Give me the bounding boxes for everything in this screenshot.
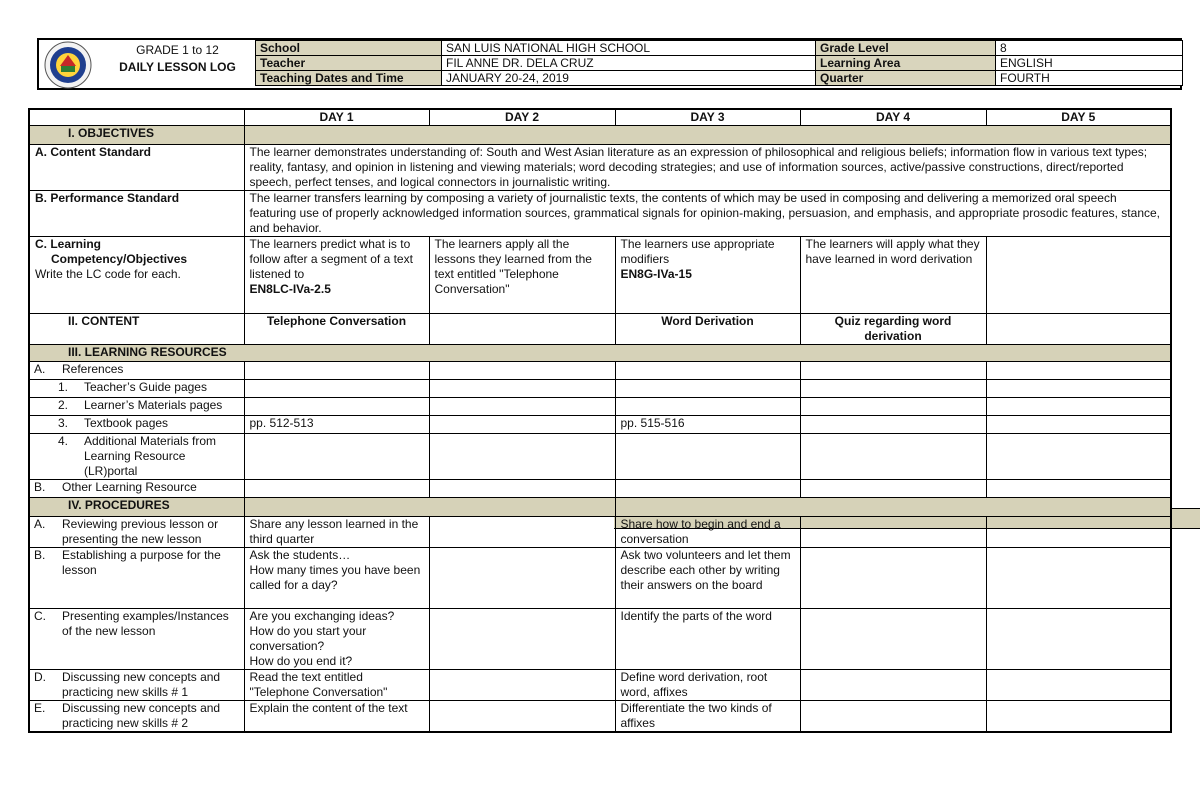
other-resource-label xyxy=(29,480,244,498)
procedure-cell xyxy=(800,670,986,701)
resource-cell xyxy=(244,434,429,480)
content-row xyxy=(29,314,1171,345)
teacher-value: FIL ANNE DR. DELA CRUZ xyxy=(442,56,816,71)
day-header: DAY 3 xyxy=(615,109,800,126)
header-info-table xyxy=(255,40,1183,86)
procedures-heading-row xyxy=(29,498,1171,517)
resource-row xyxy=(29,434,1171,480)
resource-cell xyxy=(615,380,800,398)
resource-cell xyxy=(800,362,986,380)
day-header: DAY 2 xyxy=(429,109,615,126)
procedure-cell xyxy=(986,609,1171,670)
procedure-cell: Explain the content of the text xyxy=(244,701,429,733)
procedure-label xyxy=(29,609,244,670)
procedure-cell xyxy=(986,670,1171,701)
resource-cell xyxy=(244,480,429,498)
procedure-text: Establishing a purpose for the lesson xyxy=(62,548,221,577)
competency-label-line: C. Learning xyxy=(35,237,102,251)
references-row xyxy=(29,362,1171,380)
resource-cell xyxy=(615,480,800,498)
content-day: Word Derivation xyxy=(615,314,800,345)
procedure-cell: Identify the parts of the word xyxy=(615,609,800,670)
learning-area-label: Learning Area xyxy=(816,56,996,71)
competency-label-line: Competency/Objectives xyxy=(51,252,188,266)
procedure-row xyxy=(29,517,1171,548)
other-resource-row xyxy=(29,480,1171,498)
references-label xyxy=(29,362,244,380)
resource-cell xyxy=(800,380,986,398)
procedure-text: Presenting examples/Instances of the new lesson xyxy=(62,609,229,638)
competency-label xyxy=(29,237,244,314)
resource-label xyxy=(29,434,244,480)
resource-cell xyxy=(986,362,1171,380)
procedure-cell xyxy=(429,670,615,701)
resource-label xyxy=(29,398,244,416)
grade-range: GRADE 1 to 12 xyxy=(136,43,219,57)
resource-cell xyxy=(800,416,986,434)
content-day: Telephone Conversation xyxy=(244,314,429,345)
grade-level-value: 8 xyxy=(996,41,1183,56)
competency-text: The learners predict what is to follow after a segment of a text listened to xyxy=(249,237,413,281)
resource-cell xyxy=(429,362,615,380)
references-number: A. xyxy=(34,362,46,376)
content-standard-row xyxy=(29,145,1171,191)
resource-cell xyxy=(429,480,615,498)
resource-cell xyxy=(800,434,986,480)
competency-cell xyxy=(429,237,615,314)
resource-cell xyxy=(986,480,1171,498)
competency-cell xyxy=(986,237,1171,314)
procedure-row xyxy=(29,548,1171,609)
content-day xyxy=(986,314,1171,345)
section-fill xyxy=(244,126,1171,145)
competency-text: The learners use appropriate modifiers xyxy=(620,237,775,266)
content-standard-label: A. Content Standard xyxy=(29,145,244,191)
resource-cell xyxy=(800,480,986,498)
procedure-letter: E. xyxy=(34,701,46,715)
content-day: Quiz regarding word derivation xyxy=(800,314,986,345)
resource-text: Teacher’s Guide pages xyxy=(84,380,207,394)
procedure-cell xyxy=(986,517,1171,548)
competency-text: The learners apply all the lessons they learned from the text entitled "Telephone Conversation" xyxy=(434,237,592,296)
objectives-heading-row xyxy=(29,126,1171,145)
resource-number: 2. xyxy=(58,398,69,412)
day-header-blank xyxy=(29,109,244,126)
resource-cell xyxy=(800,398,986,416)
procedure-cell xyxy=(800,517,986,548)
content-heading: II. CONTENT xyxy=(29,314,244,345)
school-value: SAN LUIS NATIONAL HIGH SCHOOL xyxy=(442,41,816,56)
procedure-letter: B. xyxy=(34,548,46,562)
resource-row xyxy=(29,416,1171,434)
procedure-cell: Define word derivation, root word, affixes xyxy=(615,670,800,701)
competency-code: EN8LC-IVa-2.5 xyxy=(249,282,331,296)
competency-cell xyxy=(615,237,800,314)
resources-heading: III. LEARNING RESOURCES xyxy=(29,345,1171,362)
procedure-cell xyxy=(429,609,615,670)
resource-number: 3. xyxy=(58,416,69,430)
procedure-text: Discussing new concepts and practicing new skills # 1 xyxy=(62,670,221,699)
procedure-text: Discussing new concepts and practicing new skills # 2 xyxy=(62,701,221,730)
procedure-letter: A. xyxy=(34,517,46,531)
competency-cell xyxy=(800,237,986,314)
procedures-heading: IV. PROCEDURES xyxy=(29,498,244,517)
resource-cell xyxy=(429,398,615,416)
deped-seal-logo xyxy=(39,40,97,90)
resource-cell xyxy=(244,398,429,416)
section-fill xyxy=(244,498,615,517)
procedure-label xyxy=(29,670,244,701)
resource-row xyxy=(29,398,1171,416)
references-text: References xyxy=(62,362,124,376)
day-header: DAY 5 xyxy=(986,109,1171,126)
procedure-cell: Differentiate the two kinds of affixes xyxy=(615,701,800,733)
teaching-dates-label: Teaching Dates and Time xyxy=(256,71,442,86)
procedure-label xyxy=(29,548,244,609)
grade-level-label: Grade Level xyxy=(816,41,996,56)
performance-standard-text: The learner transfers learning by composing a variety of journalistic texts, the contents of which may be used in composing and delivering a memorized oral speech featuring use of properly acknowledged information sources, grammatical signals for opinion-making, persuasion, and emphasis, and appropriate prosodic features, stance, and behavior. xyxy=(244,191,1171,237)
procedure-letter: C. xyxy=(34,609,46,623)
resource-cell xyxy=(244,362,429,380)
quarter-label: Quarter xyxy=(816,71,996,86)
teaching-dates-value: JANUARY 20-24, 2019 xyxy=(442,71,816,86)
procedure-cell xyxy=(429,701,615,733)
other-resource-number: B. xyxy=(34,480,46,494)
day-header: DAY 1 xyxy=(244,109,429,126)
resource-cell xyxy=(986,398,1171,416)
resource-text: Textbook pages xyxy=(84,416,169,430)
log-title: DAILY LESSON LOG xyxy=(119,60,236,74)
competency-text: The learners will apply what they have learned in word derivation xyxy=(805,237,980,266)
procedure-cell: Ask the students… How many times you have been called for a day? xyxy=(244,548,429,609)
competency-label-note: Write the LC code for each. xyxy=(35,267,181,281)
procedure-label xyxy=(29,517,244,548)
procedure-text: Reviewing previous lesson or presenting the new lesson xyxy=(62,517,219,546)
quarter-value: FOURTH xyxy=(996,71,1183,86)
procedure-cell xyxy=(800,548,986,609)
procedure-row xyxy=(29,701,1171,733)
grade-title-box xyxy=(100,40,255,90)
other-resource-text: Other Learning Resource xyxy=(62,480,197,494)
resource-number: 1. xyxy=(58,380,69,394)
resource-cell xyxy=(986,380,1171,398)
procedure-row xyxy=(29,609,1171,670)
resource-cell xyxy=(986,434,1171,480)
lesson-log-table xyxy=(28,108,1172,733)
procedure-row xyxy=(29,670,1171,701)
school-label: School xyxy=(256,41,442,56)
resource-cell xyxy=(615,434,800,480)
resource-cell xyxy=(244,380,429,398)
performance-standard-label: B. Performance Standard xyxy=(29,191,244,237)
procedure-cell: Share how to begin and end a conversation xyxy=(615,517,800,548)
resource-cell xyxy=(615,362,800,380)
procedure-cell xyxy=(429,548,615,609)
day-header: DAY 4 xyxy=(800,109,986,126)
section-fill xyxy=(615,498,1171,517)
procedure-letter: D. xyxy=(34,670,46,684)
procedure-label xyxy=(29,701,244,733)
procedure-cell: Ask two volunteers and let them describe each other by writing their answers on the board xyxy=(615,548,800,609)
procedure-cell: Read the text entitled "Telephone Conversation" xyxy=(244,670,429,701)
day-header-row xyxy=(29,109,1171,126)
resource-text: Learner’s Materials pages xyxy=(84,398,223,412)
header-row xyxy=(256,41,1183,56)
resource-label xyxy=(29,380,244,398)
content-day xyxy=(429,314,615,345)
performance-standard-row xyxy=(29,191,1171,237)
procedure-cell: Are you exchanging ideas? How do you start your conversation? How do you end it? xyxy=(244,609,429,670)
resource-number: 4. xyxy=(58,434,69,448)
resource-label xyxy=(29,416,244,434)
resource-row xyxy=(29,380,1171,398)
competency-cell xyxy=(244,237,429,314)
resource-cell: pp. 515-516 xyxy=(615,416,800,434)
resource-cell xyxy=(429,380,615,398)
header-row xyxy=(256,56,1183,71)
procedure-cell: Share any lesson learned in the third quarter xyxy=(244,517,429,548)
procedure-cell xyxy=(986,701,1171,733)
procedure-cell xyxy=(429,517,615,548)
procedure-cell xyxy=(800,609,986,670)
procedure-cell xyxy=(800,701,986,733)
resource-text: Additional Materials from Learning Resource (LR)portal xyxy=(84,434,217,478)
resource-cell xyxy=(429,434,615,480)
resource-cell xyxy=(986,416,1171,434)
resource-cell: pp. 512-513 xyxy=(244,416,429,434)
competency-code: EN8G-IVa-15 xyxy=(620,267,692,281)
objectives-heading: I. OBJECTIVES xyxy=(29,126,244,145)
learning-area-value: ENGLISH xyxy=(996,56,1183,71)
resources-heading-row xyxy=(29,345,1171,362)
procedure-cell xyxy=(986,548,1171,609)
content-standard-text: The learner demonstrates understanding of: South and West Asian literature as an expression of philosophical and religious beliefs; information flow in various text types; reality, fantasy, and opinion in listening and viewing materials; word decoding strategies; and use of information sources, active/passive constructions, direct/reported speech, perfect tenses, and logical connectors in journalistic writing. xyxy=(244,145,1171,191)
competency-row xyxy=(29,237,1171,314)
resource-cell xyxy=(615,398,800,416)
resource-cell xyxy=(429,416,615,434)
header-row xyxy=(256,71,1183,86)
teacher-label: Teacher xyxy=(256,56,442,71)
